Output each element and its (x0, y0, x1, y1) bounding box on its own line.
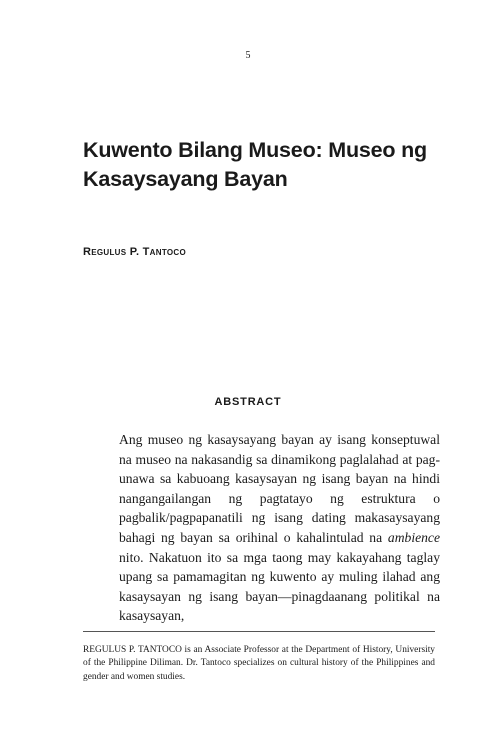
abstract-italic-term: ambience (387, 529, 440, 545)
abstract-body (119, 430, 440, 626)
author-name: Regulus P. Tantoco (83, 246, 187, 258)
abstract-text-part-1: Ang museo ng kasaysayang bayan ay isang konseptuwal na museo na nakasandig sa dinamikong paglalahad at pag-unawa sa kabuoang kasaysayan ng isang bayan na hindi nangangailangan ng pagtatayo ng estruktura o pagbalik/pagpapanatili ng isang dating makasaysayang bahagi ng bayan sa orihinal o kahalintulad na (119, 432, 440, 545)
article-title: Kuwento Bilang Museo: Museo ng Kasaysayang Bayan (83, 138, 427, 191)
abstract-text-part-2: nito. Nakatuon ito sa mga taong may kakayahang taglay upang sa pamamagitan ng kuwento ay muling ilahad ang kasaysayan ng isang bayan—pinagdaanang politikal na kasaysayan, (119, 549, 440, 624)
page-number: 5 (245, 50, 251, 61)
abstract-heading: ABSTRACT (214, 396, 282, 408)
footnote-divider (83, 631, 435, 632)
author-footnote: REGULUS P. TANTOCO is an Associate Professor at the Department of History, University of the Philippine Diliman. Dr. Tantoco specializes on cultural history of the Philippines and gender and women studies. (83, 645, 435, 682)
